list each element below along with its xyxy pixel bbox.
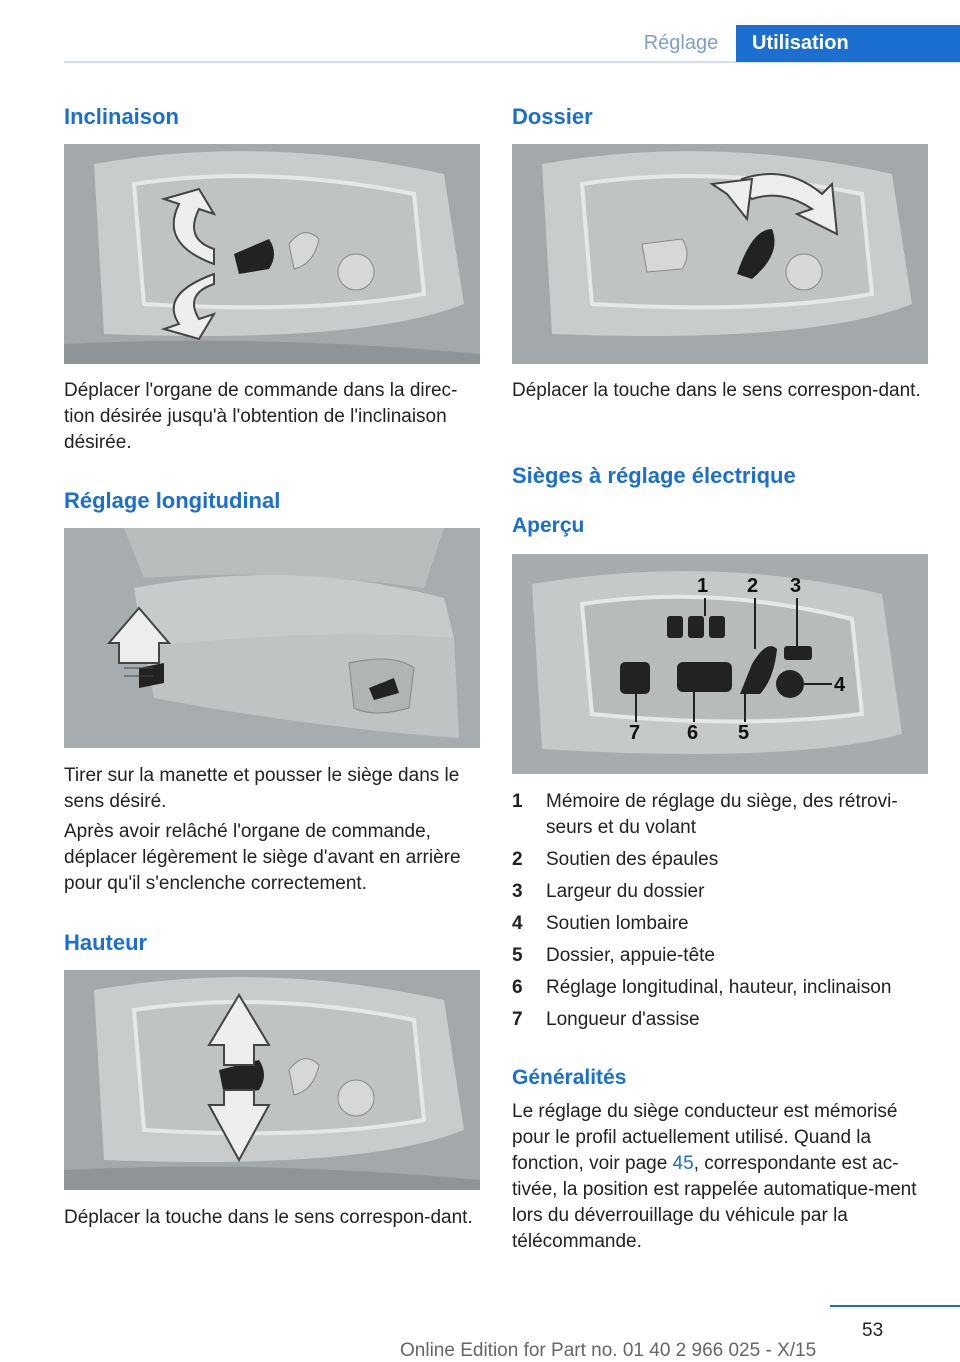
- list-item-text: Longueur d'assise: [546, 1009, 700, 1030]
- text-generalites-b: , correspondante est ac‐tivée, la position est rappelée automatique‐ment lors du déverrouillage du véhicule par la télécommande.: [512, 1153, 917, 1252]
- legend-list: [512, 789, 928, 1039]
- footer-rule: [830, 1305, 960, 1307]
- section-title-dossier: Dossier: [512, 104, 593, 129]
- list-item: [512, 847, 928, 873]
- page-number: 53: [862, 1320, 884, 1341]
- list-item-text: Soutien des épaules: [546, 849, 719, 870]
- text-generalites-a: Le réglage du siège conducteur est mémorisé pour le profil actuellement utilisé. Quand la fonction, voir page: [512, 1101, 898, 1174]
- text-generalites: [512, 1099, 928, 1255]
- section-title-reglage-longitudinal: Réglage longitudinal: [64, 488, 281, 513]
- figure-hauteur: [64, 970, 480, 1190]
- text-reglage-longitudinal-1: Tirer sur la manette et pousser le siège dans le sens désiré.: [64, 765, 460, 812]
- callout-4: 4: [834, 674, 846, 696]
- figure-inclinaison: [64, 144, 480, 364]
- figure-dossier: [512, 144, 928, 364]
- tab-utilisation-label: Utilisation: [752, 32, 849, 54]
- text-inclinaison: Déplacer l'organe de commande dans la direc‐tion désirée jusqu'à l'obtention de l'inclinaison désirée.: [64, 380, 458, 453]
- callout-6: 6: [687, 722, 699, 744]
- callout-3: 3: [790, 575, 802, 597]
- text-dossier: Déplacer la touche dans le sens correspon‐dant.: [512, 380, 921, 401]
- list-item: [512, 943, 928, 969]
- section-title-hauteur: Hauteur: [64, 930, 148, 955]
- subsection-title-generalites: Généralités: [512, 1066, 627, 1089]
- list-item: [512, 911, 928, 937]
- callout-5: 5: [738, 722, 750, 744]
- section-title-inclinaison: Inclinaison: [64, 104, 179, 129]
- list-item-text: Soutien lombaire: [546, 913, 689, 934]
- list-item-text: Mémoire de réglage du siège, des rétrovi‐seurs et du volant: [546, 791, 898, 838]
- list-item-number: 1: [512, 791, 523, 812]
- list-item: [512, 879, 928, 905]
- tab-utilisation[interactable]: [736, 25, 960, 62]
- list-item-number: 3: [512, 881, 523, 902]
- figure-apercu: [512, 554, 928, 774]
- callout-2: 2: [747, 575, 759, 597]
- text-hauteur: Déplacer la touche dans le sens correspon‐dant.: [64, 1207, 473, 1228]
- callout-7: 7: [629, 722, 641, 744]
- list-item: [512, 789, 928, 841]
- list-item-text: Largeur du dossier: [546, 881, 705, 902]
- list-item-text: Dossier, appuie-tête: [546, 945, 715, 966]
- list-item-number: 6: [512, 977, 523, 998]
- section-title-sieges-electriques: Sièges à réglage électrique: [512, 463, 796, 488]
- list-item-number: 2: [512, 849, 523, 870]
- list-item-number: 7: [512, 1009, 523, 1030]
- tab-reglage[interactable]: Réglage: [643, 32, 719, 54]
- subsection-title-apercu: Aperçu: [512, 514, 585, 537]
- page-link-45[interactable]: 45: [672, 1153, 694, 1174]
- list-item-text: Réglage longitudinal, hauteur, inclinaison: [546, 977, 892, 998]
- figure-reglage-longitudinal: [64, 528, 480, 748]
- list-item: [512, 975, 928, 1001]
- list-item-number: 4: [512, 913, 523, 934]
- edition-footer: Online Edition for Part no. 01 40 2 966 025 - X/15: [400, 1340, 817, 1361]
- callout-1: 1: [697, 575, 709, 597]
- list-item: [512, 1007, 928, 1033]
- list-item-number: 5: [512, 945, 523, 966]
- text-reglage-longitudinal-2: Après avoir relâché l'organe de commande, déplacer légèrement le siège d'avant en arrière pour qu'il s'enclenche correctement.: [64, 821, 461, 894]
